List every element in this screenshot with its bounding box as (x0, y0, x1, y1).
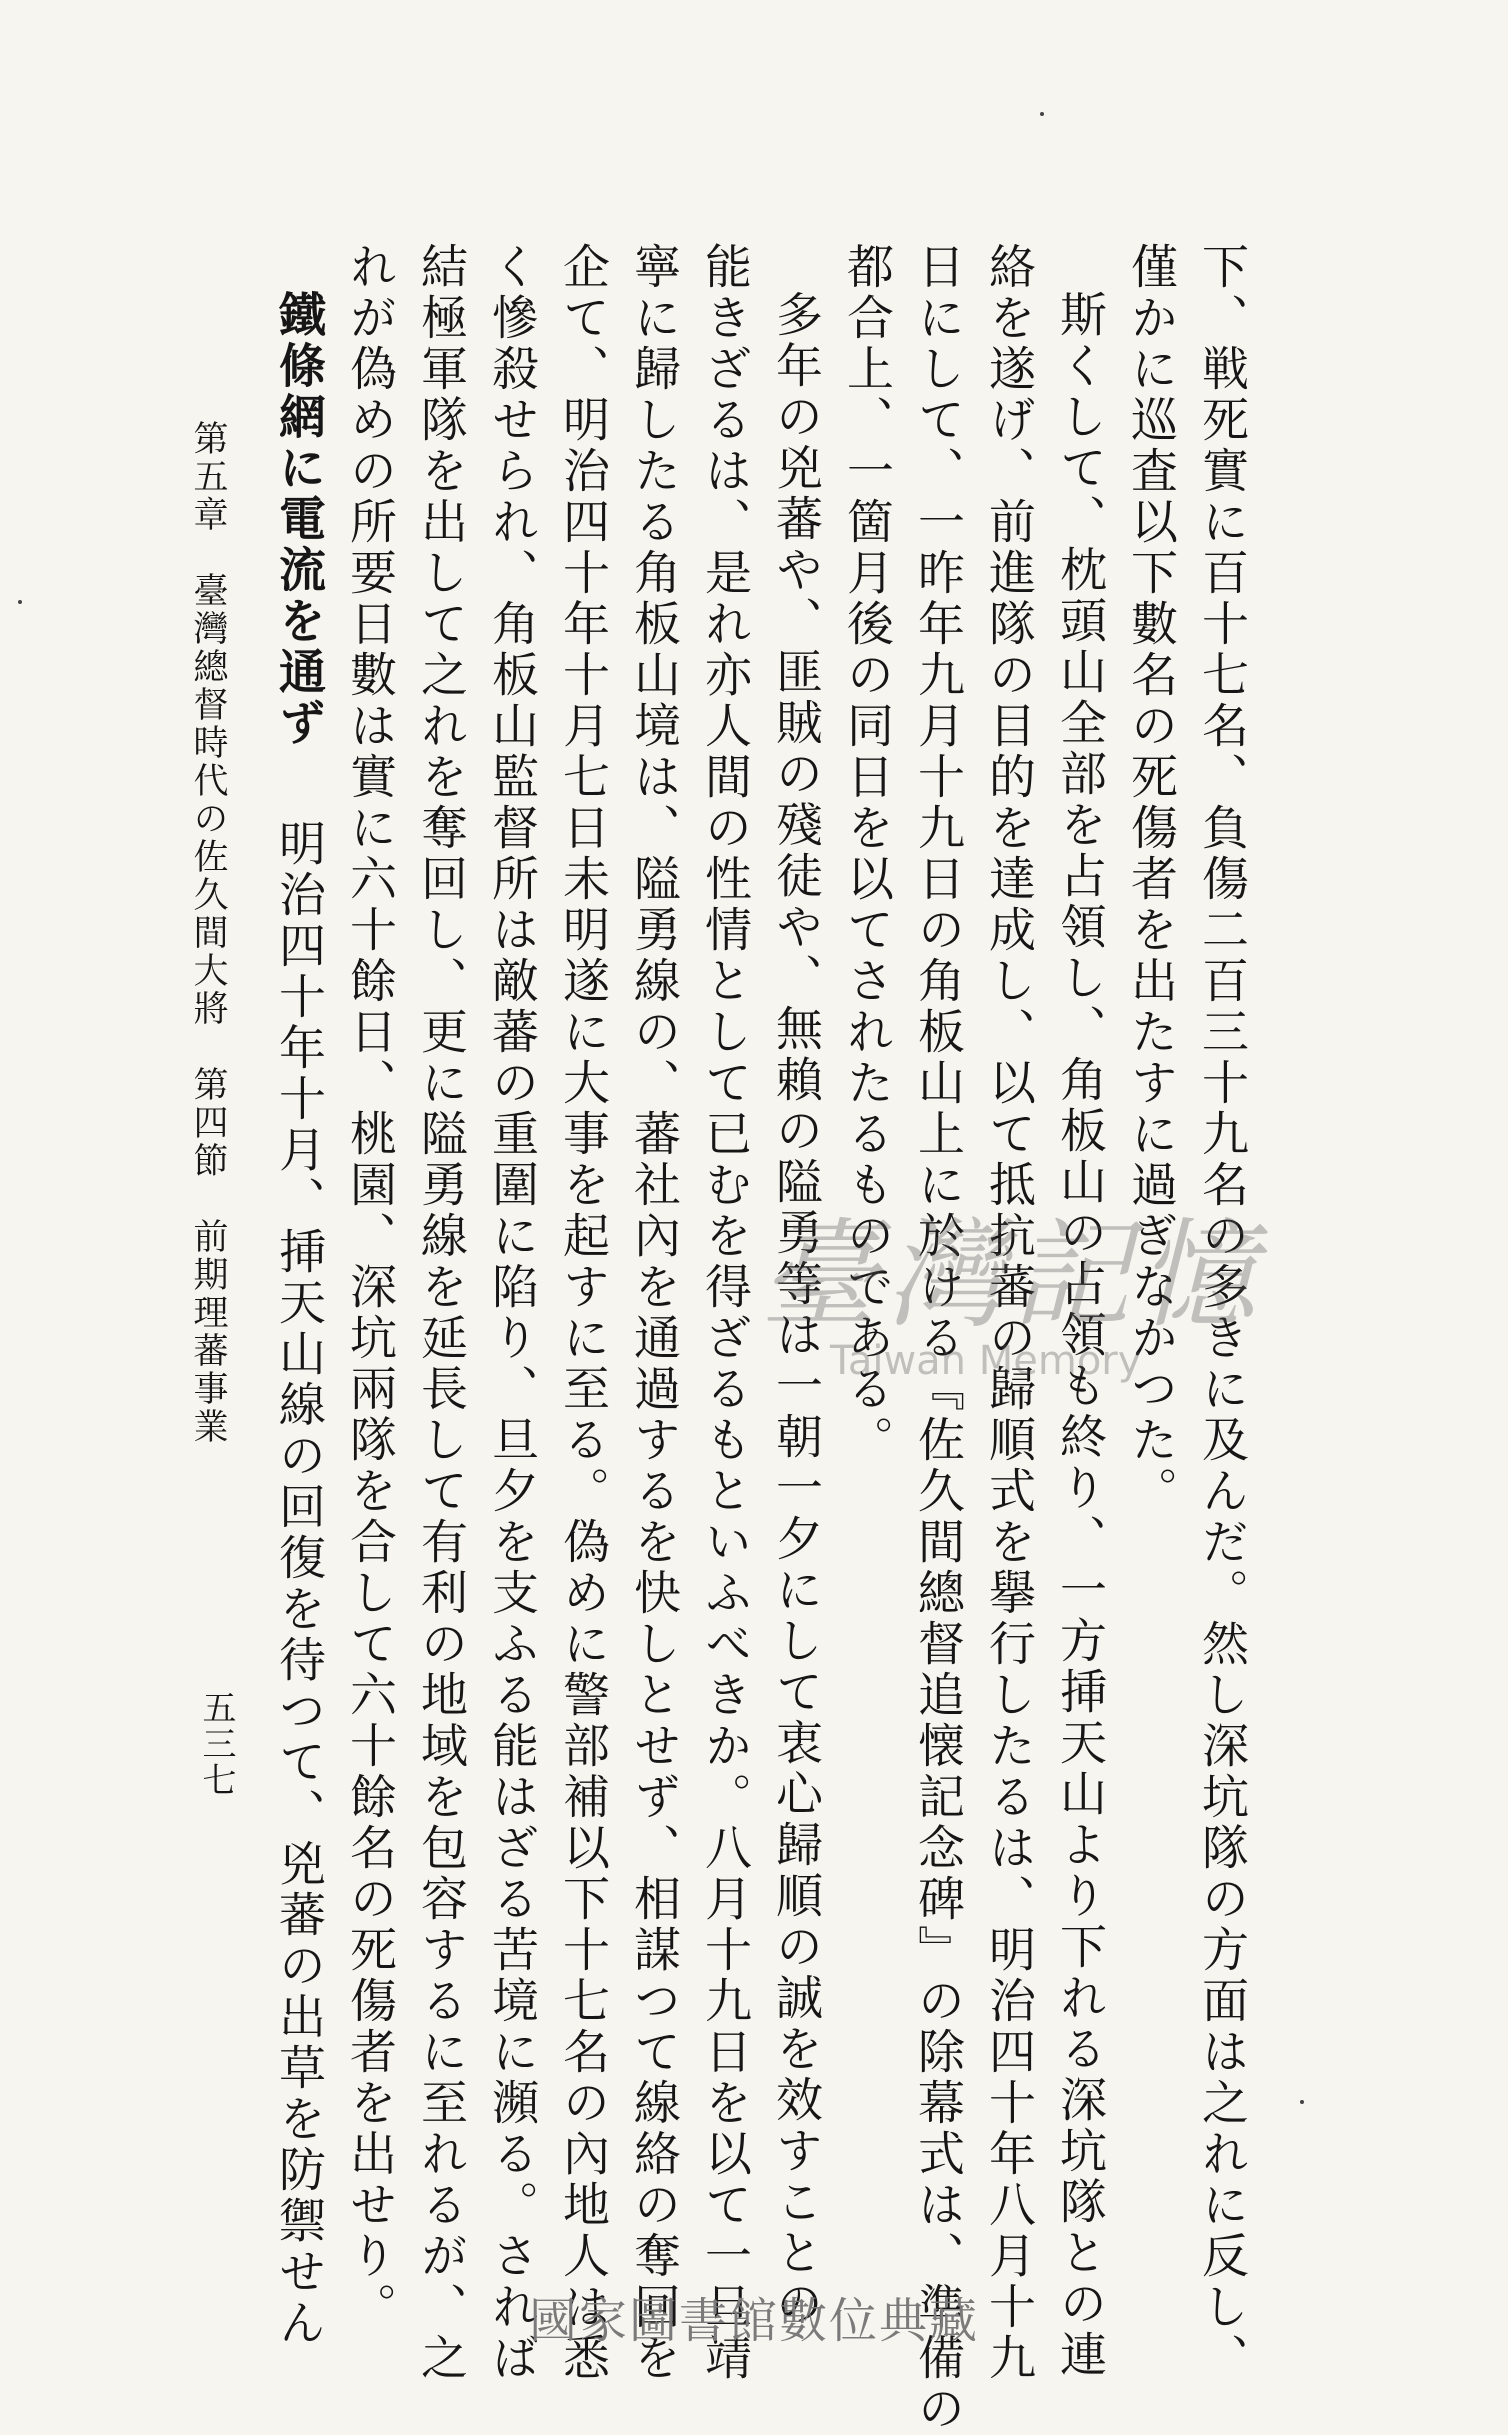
section-heading: 鐵條網に電流を通ず (271, 290, 326, 749)
text-column-13: れが偽めの所要日數は實に六十餘日、桃園、深坑兩隊を合して六十餘名の死傷者を出せり。 (342, 242, 397, 2333)
text-column-10: 企て、明治四十年十月七日未明遂に大事を起すに至る。偽めに警部補以下十七名の內地人は悉 (555, 242, 610, 2384)
watermark-english: Taiwan Memory (830, 1338, 1142, 1384)
text-column-5: 日にして、一昨年九月十九日の角板山上に於ける『佐久間總督追懐記念碑』の除幕式は、準備の (910, 242, 965, 2435)
running-header: 第五章 臺灣總督時代の佐久間大將 第四節 前期理蕃事業 (188, 420, 228, 1446)
text-column-3: 斯くして、枕頭山全部を占領し、角板山の占領も終り、一方挿天山より下れる深坑隊との連 (1052, 290, 1107, 2381)
text-column-7: 多年の兇蕃や、匪賊の殘徒や、無賴の隘勇等は一朝一夕にして衷心歸順の誠を效すことの (768, 290, 823, 2330)
text-column-1: 下、戦死實に百十七名、負傷二百三十九名の多きに及んだ。然し深坑隊の方面は之れに反し、 (1194, 242, 1249, 2384)
text-column-9: 寧に歸したる角板山境は、隘勇線の、蕃社內を通過するを快しとせず、相謀つて線絡の奪回を (626, 242, 681, 2384)
text-column-11: く慘殺せられ、角板山監督所は敵蕃の重圍に陷り、旦夕を支ふる能はざる苦境に瀕る。されば (484, 242, 539, 2384)
text-column-4: 絡を遂げ、前進隊の目的を達成し、以て抵抗蕃の歸順式を擧行したるは、明治四十年八月十九 (981, 242, 1036, 2384)
scan-speck (18, 600, 22, 604)
text-column-8: 能きざるは、是れ亦人間の性情として已むを得ざるもといふべきか。八月十九日を以て一旦靖 (697, 242, 752, 2384)
text-column-12: 結極軍隊を出して之れを奪回し、更に隘勇線を延長して有利の地域を包容するに至れるが、之 (413, 242, 468, 2384)
section-text: 明治四十年十月、挿天山線の回復を待つて、兇蕃の出草を防禦せん (271, 819, 326, 2349)
text-column-6: 都合上、一箇月後の同日を以てされたるものである。 (839, 242, 894, 1466)
page-number: 五三七 (196, 1690, 236, 1798)
text-column-14 (271, 290, 326, 2349)
watermark-logo (760, 1180, 1264, 1384)
text-column-2: 僅かに巡査以下數名の死傷者を出たすに過ぎなかつた。 (1123, 242, 1178, 1517)
scan-speck (1040, 112, 1044, 116)
footer-caption: 國家圖書館數位典藏 (528, 2293, 979, 2349)
watermark-cjk: 臺灣記憶 (760, 1206, 1265, 1344)
scan-speck (1300, 2100, 1304, 2104)
